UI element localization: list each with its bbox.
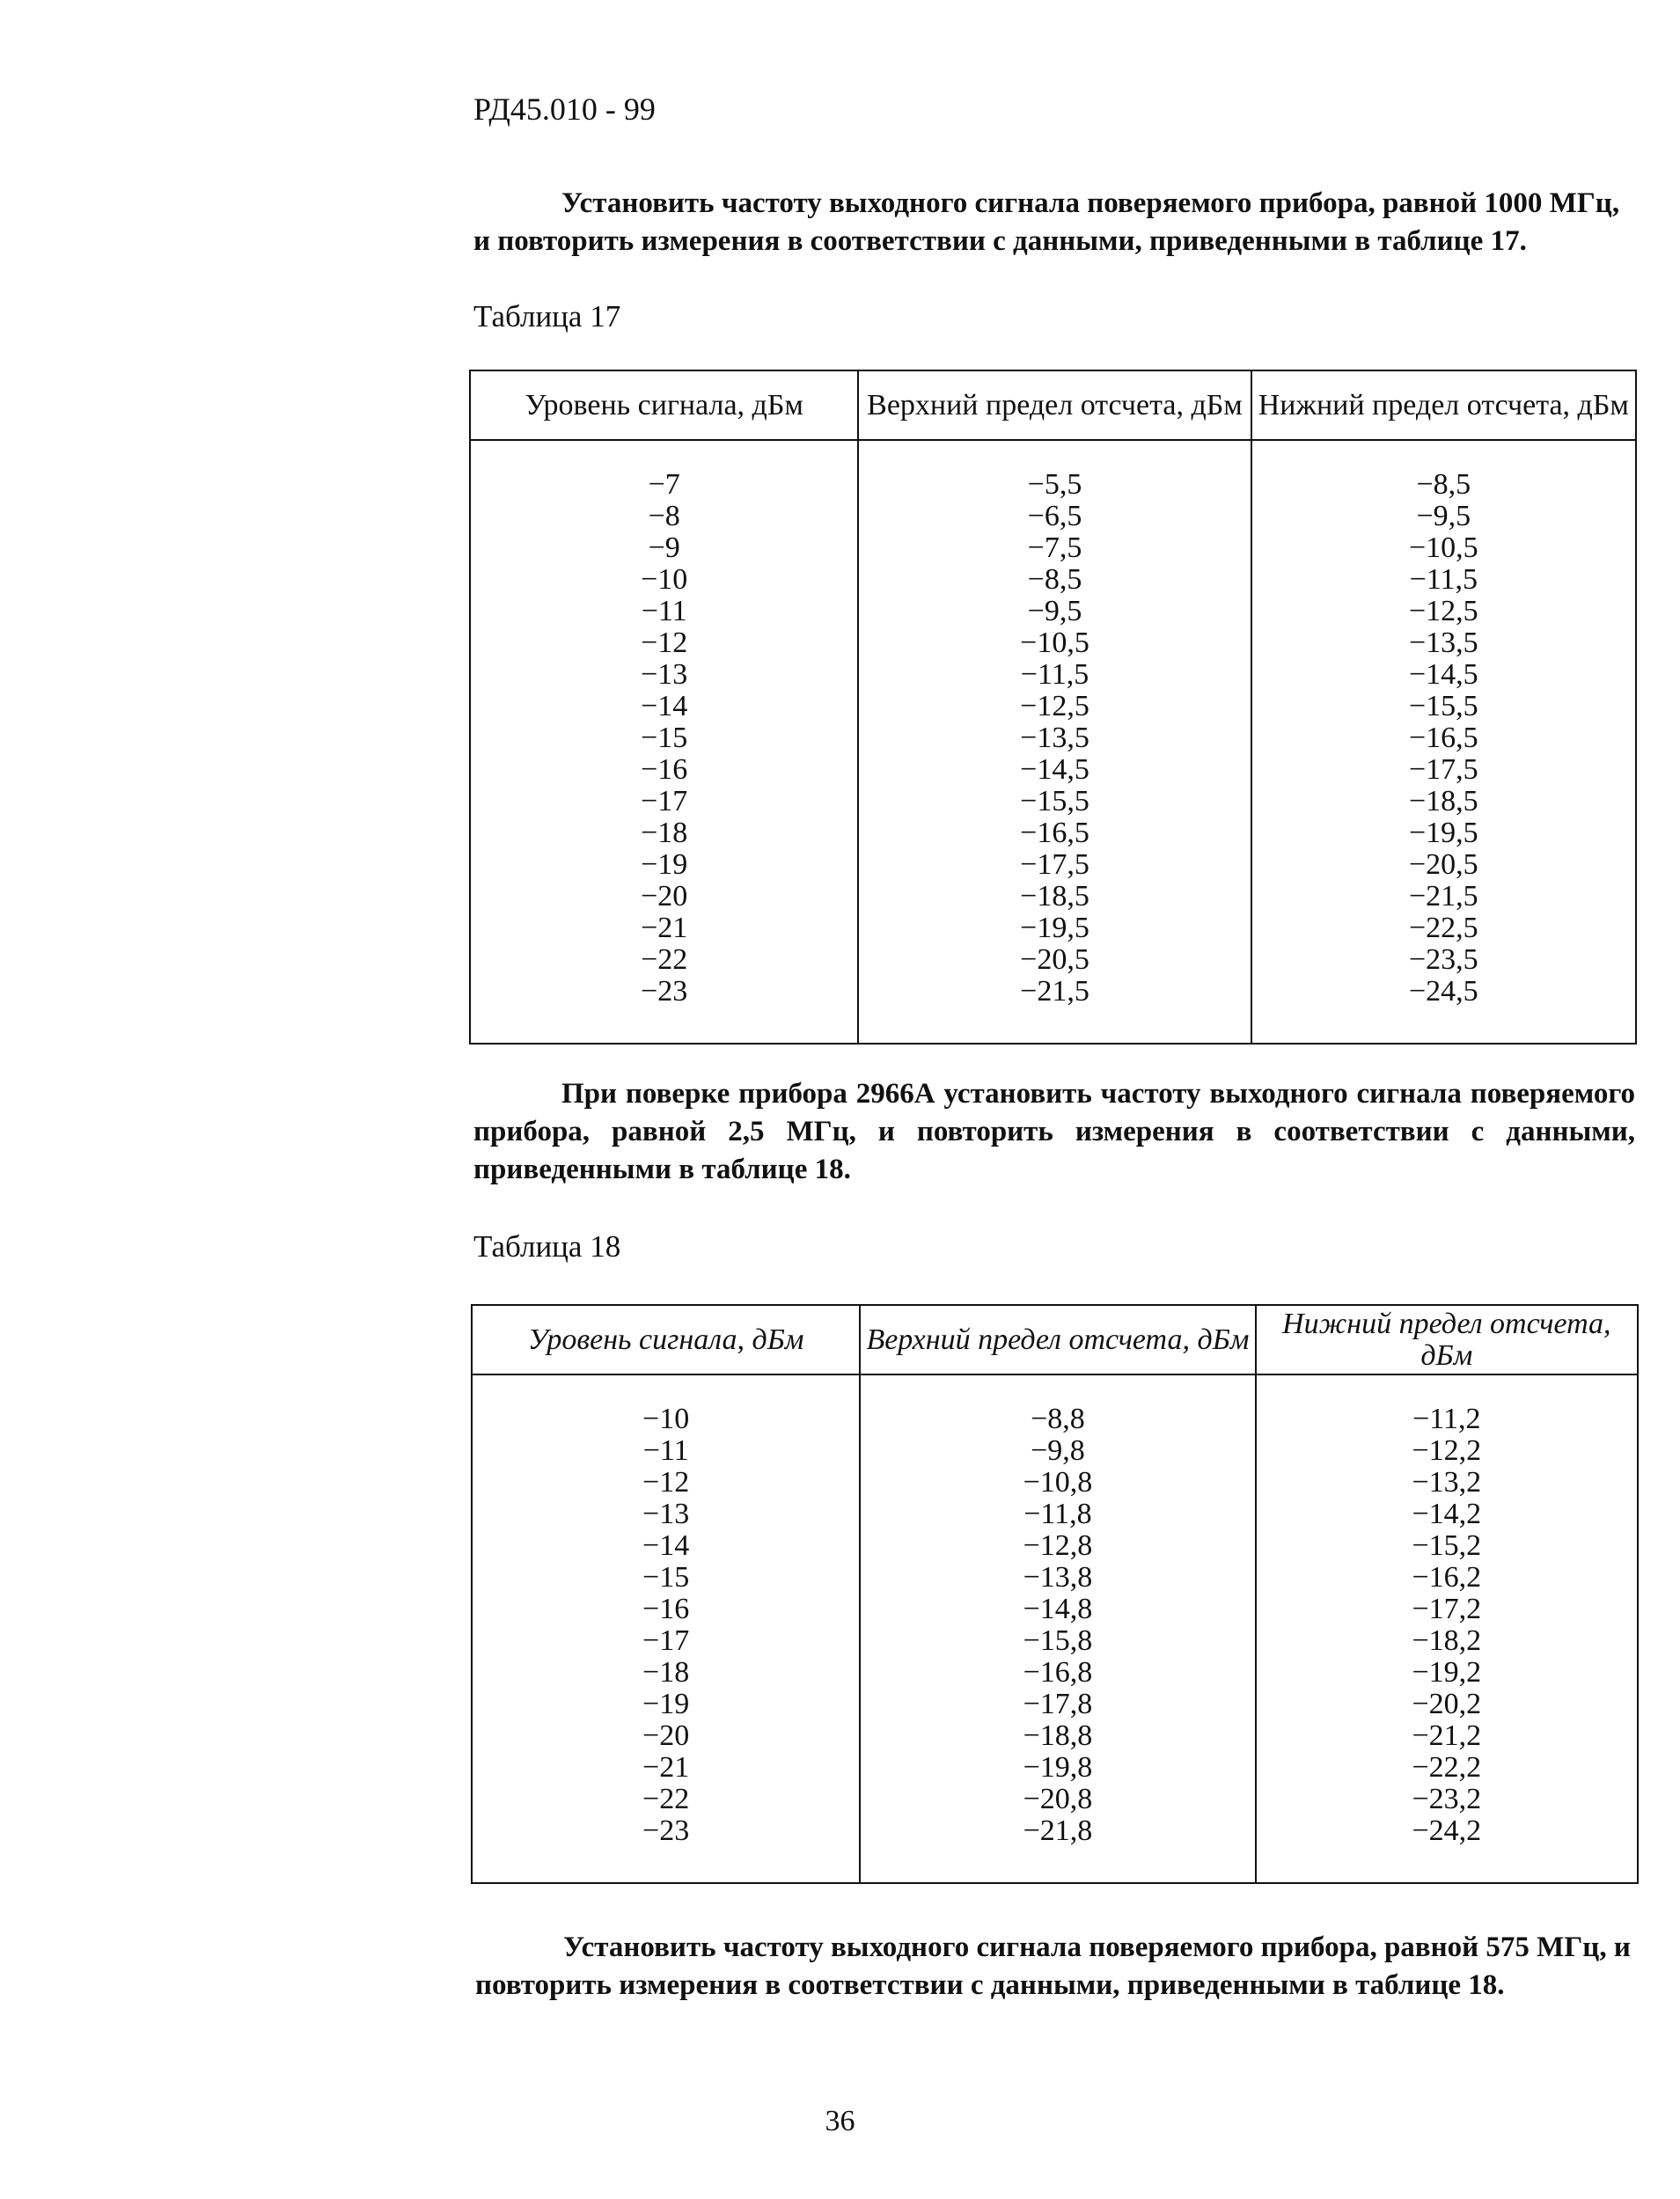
table-cell: −10,5 [1020, 627, 1089, 659]
table17-header-upper: Верхний предел отсчета, дБм [858, 370, 1251, 440]
table-cell: −19 [642, 1688, 690, 1720]
table-cell: −15 [642, 1561, 690, 1594]
table-cell: −10 [641, 563, 688, 596]
table-cell: −16,5 [1408, 722, 1478, 754]
table-cell: −21,2 [1412, 1719, 1482, 1752]
table18-header-lower: Нижний предел отсчета, дБм [1256, 1305, 1638, 1374]
table17 [469, 370, 1637, 1045]
paragraph-2 [473, 1075, 1635, 1189]
table-cell: −9,8 [1031, 1434, 1085, 1467]
table-cell: −16,8 [1023, 1656, 1093, 1689]
paragraph-3 [475, 1929, 1646, 2005]
table18-col-upper [860, 1374, 1255, 1883]
table-cell: −17,5 [1020, 848, 1089, 881]
table-cell: −12,8 [1023, 1529, 1093, 1562]
table-cell: −10 [642, 1403, 690, 1435]
table-cell: −21 [642, 1751, 690, 1784]
table-cell: −22,5 [1408, 912, 1478, 944]
table-cell: −18,5 [1020, 880, 1089, 913]
table-cell: −7,5 [1027, 531, 1082, 564]
table-cell: −15,5 [1020, 785, 1089, 817]
table-cell: −20 [642, 1719, 690, 1752]
table-cell: −16,2 [1412, 1561, 1482, 1594]
table-cell: −11,5 [1020, 658, 1089, 691]
table-cell: −20,5 [1408, 848, 1478, 881]
table-cell: −11,8 [1023, 1498, 1092, 1530]
table17-header-level: Уровень сигнала, дБм [470, 370, 858, 440]
table17-col-level [470, 440, 858, 1044]
table-cell: −24,5 [1408, 975, 1478, 1008]
table-cell: −9,5 [1027, 595, 1082, 627]
table-cell: −20,2 [1412, 1688, 1482, 1720]
table-cell: −14 [642, 1529, 690, 1562]
page-number: 36 [825, 2105, 855, 2137]
table-cell: −19,8 [1023, 1751, 1093, 1784]
table-cell: −13,5 [1408, 627, 1478, 659]
table-cell: −19 [641, 848, 688, 881]
table-cell: −15,2 [1412, 1529, 1482, 1562]
paragraph-1 [473, 185, 1635, 260]
table-cell: −23 [641, 975, 688, 1008]
table-cell: −12 [641, 627, 688, 659]
table-cell: −11 [642, 1434, 689, 1467]
table-cell: −9 [648, 531, 680, 564]
table-cell: −23 [642, 1814, 690, 1847]
table-cell: −14,8 [1023, 1593, 1093, 1625]
table-cell: −19,5 [1020, 912, 1089, 944]
table-cell: −20 [641, 880, 688, 913]
table-cell: −15 [641, 722, 688, 754]
table-cell: −20,8 [1023, 1783, 1093, 1815]
table-cell: −19,5 [1408, 817, 1478, 849]
table-cell: −22,2 [1412, 1751, 1482, 1784]
table-cell: −13 [642, 1498, 690, 1530]
table-cell: −18 [642, 1656, 690, 1689]
table17-header-lower: Нижний предел отсчета, дБм [1251, 370, 1636, 440]
table-cell: −18,8 [1023, 1719, 1093, 1752]
table-cell: −17,5 [1408, 753, 1478, 786]
table-cell: −14,2 [1412, 1498, 1482, 1530]
table17-caption: Таблица 17 [473, 299, 621, 334]
table-cell: −21 [641, 912, 688, 944]
table17-col-upper [858, 440, 1251, 1044]
table-cell: −12,5 [1020, 690, 1089, 722]
table-cell: −5,5 [1027, 468, 1082, 501]
table-cell: −11 [641, 595, 687, 627]
table-cell: −22 [641, 943, 688, 976]
table-cell: −12,5 [1408, 595, 1478, 627]
paragraph-3-line-1: Установить частоту выходного сигнала поверяемого прибора, равной 575 МГц, и [563, 1931, 1631, 1963]
table-cell: −8,8 [1031, 1403, 1085, 1435]
table-cell: −21,5 [1408, 880, 1478, 913]
table-cell: −13,8 [1023, 1561, 1093, 1594]
table-cell: −11,5 [1409, 563, 1478, 596]
paragraph-3-line-2: повторить измерения в соответствии с данными, приведенными в таблице 18. [475, 1969, 1505, 2001]
table-cell: −11,2 [1412, 1403, 1481, 1435]
paragraph-2-text: При поверке прибора 2966А установить частоту выходного сигнала поверяемого прибора, равной 2,5 МГц, и повторить измерения в соответствии с данными, приведенными в таблице 18. [473, 1078, 1635, 1185]
table-cell: −21,8 [1023, 1814, 1093, 1847]
table-cell: −16 [641, 753, 688, 786]
table-cell: −14,5 [1408, 658, 1478, 691]
table-cell: −22 [642, 1783, 690, 1815]
table-cell: −10,5 [1408, 531, 1478, 564]
table-cell: −17,8 [1023, 1688, 1093, 1720]
table-cell: −8,5 [1027, 563, 1082, 596]
table-cell: −23,2 [1412, 1783, 1482, 1815]
table-cell: −15,5 [1408, 690, 1478, 722]
table-cell: −14 [641, 690, 688, 722]
table-cell: −23,5 [1408, 943, 1478, 976]
table-cell: −9,5 [1416, 500, 1471, 532]
table18-caption: Таблица 18 [473, 1229, 621, 1264]
table18-header-level: Уровень сигнала, дБм [472, 1305, 860, 1374]
table18-header-upper: Верхний предел отсчета, дБм [860, 1305, 1255, 1374]
table-cell: −8,5 [1416, 468, 1471, 501]
table-cell: −15,8 [1023, 1624, 1093, 1657]
table-cell: −20,5 [1020, 943, 1089, 976]
table18-col-lower [1256, 1374, 1638, 1883]
document-code: РД45.010 - 99 [473, 92, 656, 127]
table-cell: −16,5 [1020, 817, 1089, 849]
table-cell: −13,5 [1020, 722, 1089, 754]
table-cell: −17,2 [1412, 1593, 1482, 1625]
table-cell: −7 [648, 468, 680, 501]
table-cell: −12 [642, 1466, 690, 1499]
table-cell: −10,8 [1023, 1466, 1093, 1499]
table-cell: −18,5 [1408, 785, 1478, 817]
table-cell: −17 [642, 1624, 690, 1657]
table-cell: −13 [641, 658, 688, 691]
table-cell: −19,2 [1412, 1656, 1482, 1689]
table18-col-level [472, 1374, 860, 1883]
table-cell: −8 [648, 500, 680, 532]
table-cell: −17 [641, 785, 688, 817]
table17-col-lower [1251, 440, 1636, 1044]
table18 [471, 1304, 1639, 1884]
table-cell: −24,2 [1412, 1814, 1482, 1847]
table-cell: −14,5 [1020, 753, 1089, 786]
table-cell: −12,2 [1412, 1434, 1482, 1467]
table-cell: −21,5 [1020, 975, 1089, 1008]
table-cell: −18,2 [1412, 1624, 1482, 1657]
table-cell: −18 [641, 817, 688, 849]
table-cell: −13,2 [1412, 1466, 1482, 1499]
paragraph-1-line-1: Установить частоту выходного сигнала поверяемого прибора, равной 1000 МГц, [561, 187, 1620, 219]
table-cell: −16 [642, 1593, 690, 1625]
paragraph-1-line-2: и повторить измерения в соответствии с данными, приведенными в таблице 17. [473, 225, 1527, 257]
table-cell: −6,5 [1027, 500, 1082, 532]
